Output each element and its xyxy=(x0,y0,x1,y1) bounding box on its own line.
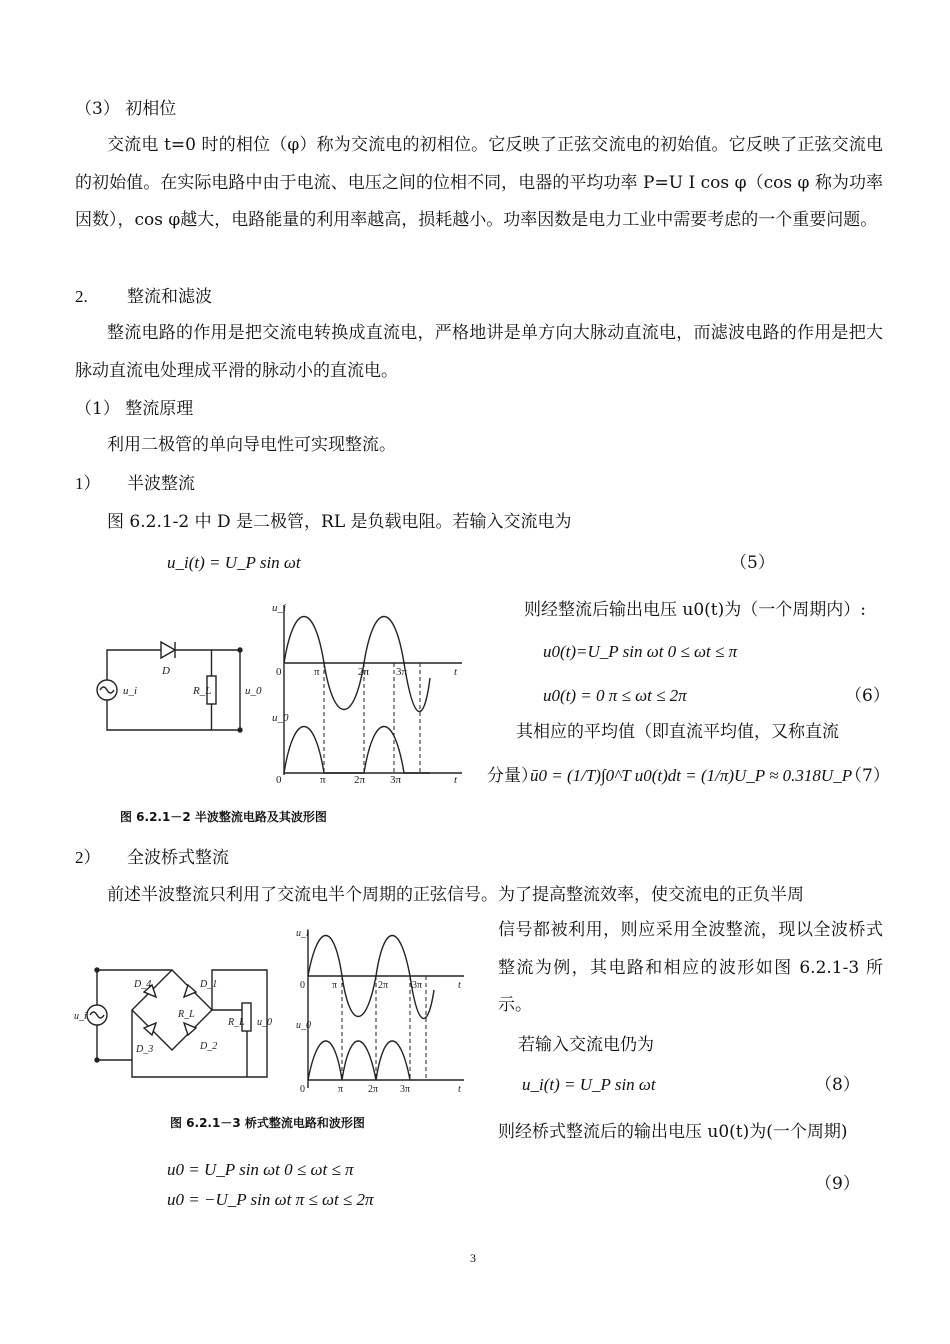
half-wave-circuit-diagram xyxy=(95,630,265,740)
equation-8-number: （8） xyxy=(815,1075,860,1095)
label-d2: D_2 xyxy=(200,1041,218,1052)
label-d3: D_3 xyxy=(136,1044,154,1055)
tick-t-top: t xyxy=(454,666,458,678)
bridge-tick-pi-bottom: π xyxy=(338,1084,344,1095)
bridge-tick-t-top: t xyxy=(458,980,461,991)
bridge-tick-0-top: 0 xyxy=(300,980,305,991)
output-full-wave xyxy=(308,1041,410,1080)
subsection-1-heading: （1） 整流原理 xyxy=(75,399,194,419)
average-value-intro: 其相应的平均值（即直流平均值，又称直流 xyxy=(516,722,839,742)
half-wave-title: 半波整流 xyxy=(127,474,195,494)
tick-3pi-top: 3π xyxy=(396,666,408,678)
equation-5: u_i(t) = U_P sin ωt xyxy=(167,553,301,572)
figure-6-2-1-2-caption: 图 6.2.1－2 半波整流电路及其波形图 xyxy=(120,810,327,824)
full-wave-paragraph-2: 信号都被利用，则应采用全波整流，现以全波桥式整流为例，其电路和相应的波形如图 6.2.1-3 所示。 xyxy=(498,920,883,1015)
bridge-tick-3pi-top: 3π xyxy=(412,980,423,991)
full-wave-output-intro: 则经桥式整流后的输出电压 u0(t)为(一个周期) xyxy=(498,1122,848,1142)
label-rl: R_L xyxy=(193,685,212,697)
bridge-rectifier-circuit-diagram xyxy=(72,955,282,1085)
label-rl-bridge: R_L xyxy=(178,1009,195,1020)
label-u0: u_0 xyxy=(245,685,262,697)
label-d: D xyxy=(162,665,170,677)
figure-6-2-1-3-caption: 图 6.2.1－3 桥式整流电路和波形图 xyxy=(170,1116,365,1130)
full-wave-paragraph-1: 前述半波整流只利用了交流电半个周期的正弦信号。为了提高整流效率，使交流电的正负半周 xyxy=(107,885,804,905)
section-3-paragraph xyxy=(75,127,883,240)
bridge-tick-t-bottom: t xyxy=(458,1084,461,1095)
label-d1: D_1 xyxy=(200,979,218,990)
label-ui: u_i xyxy=(123,685,138,697)
wave-label-ui: u_i xyxy=(272,602,287,614)
section-3-heading: （3） 初相位 xyxy=(75,99,177,119)
equation-8: u_i(t) = U_P sin ωt xyxy=(522,1075,656,1094)
output-half-wave xyxy=(284,727,430,774)
equation-5-number: （5） xyxy=(730,553,775,573)
half-wave-intro: 图 6.2.1-2 中 D 是二极管，RL 是负载电阻。若输入交流电为 xyxy=(107,512,572,532)
equation-6b: u0(t) = 0 π ≤ ωt ≤ 2π xyxy=(543,686,687,705)
label-ui-bridge: u_i xyxy=(74,1011,87,1022)
bridge-input-sine-wave xyxy=(308,936,434,1019)
bridge-wires xyxy=(97,970,212,1050)
equation-9b: u0 = −U_P sin ωt π ≤ ωt ≤ 2π xyxy=(167,1190,374,1209)
equation-9a: u0 = U_P sin ωt 0 ≤ ωt ≤ π xyxy=(167,1160,354,1179)
section-2-title: 整流和滤波 xyxy=(127,287,212,307)
equation-6a: u0(t)=U_P sin ωt 0 ≤ ωt ≤ π xyxy=(543,642,738,661)
bridge-tick-2pi-bottom: 2π xyxy=(368,1084,379,1095)
bridge-tick-0-bottom: 0 xyxy=(300,1084,305,1095)
diode-d-icon xyxy=(161,642,175,658)
wave-label-u0: u_0 xyxy=(272,712,289,724)
bridge-tick-3pi-bottom: 3π xyxy=(400,1084,411,1095)
section-2-paragraph: 整流电路的作用是把交流电转换成直流电，严格地讲是单方向大脉动直流电，而滤波电路的作用是把大脉动直流电处理成平滑的脉动小的直流电。 xyxy=(75,323,883,381)
tick-2pi-bottom: 2π xyxy=(354,774,366,786)
full-wave-number: 2） xyxy=(75,848,101,867)
bridge-tick-pi-top: π xyxy=(332,980,338,991)
bridge-wave-label-ui: u_i xyxy=(296,928,309,939)
half-wave-output-intro: 则经整流后输出电压 u0(t)为（一个周期内）: xyxy=(524,600,866,620)
equation-6-number: （6） xyxy=(845,686,890,706)
equation-9-number: （9） xyxy=(815,1174,860,1194)
half-wave-waveforms xyxy=(270,602,470,786)
average-value-lead: 分量） xyxy=(487,766,538,786)
label-d4: D_4 xyxy=(134,979,152,990)
tick-0-bottom: 0 xyxy=(276,774,282,786)
tick-t-bottom: t xyxy=(454,774,458,786)
equation-7: ū0 = (1/T)∫0^T u0(t)dt = (1/π)U_P ≈ 0.318U_P xyxy=(530,766,853,785)
half-wave-number: 1） xyxy=(75,474,101,493)
input-sine-wave xyxy=(284,617,430,712)
equation-7-number: （7） xyxy=(845,766,890,786)
full-wave-title: 全波桥式整流 xyxy=(127,848,229,868)
full-wave-input-intro: 若输入交流电仍为 xyxy=(518,1035,654,1055)
label-u0-bridge: u_0 xyxy=(257,1017,272,1028)
subsection-1-paragraph: 利用二极管的单向导电性可实现整流。 xyxy=(107,435,396,455)
tick-2pi-top: 2π xyxy=(358,666,370,678)
page-number: 3 xyxy=(470,1251,476,1265)
diode-d3-icon xyxy=(144,1023,156,1035)
label-rl-load: R_L xyxy=(228,1017,245,1028)
tick-pi-top: π xyxy=(314,666,320,678)
section-3-paragraph-text: 交流电 t=0 时的相位（φ）称为交流电的初相位。它反映了正弦交流电的初始值。它反映了正弦交流电的初始值。在实际电路中由于电流、电压之间的位相不同，电器的平均功率 P=U I cos φ（cos φ 称为功率因数），cos φ越大，电路能量的利用率越高，损耗越小。功率因数是电力工业中需要考虑的一个重要问题。 xyxy=(75,135,883,230)
bridge-tick-2pi-top: 2π xyxy=(378,980,389,991)
tick-pi-bottom: π xyxy=(320,774,326,786)
diode-d1-icon xyxy=(184,985,196,997)
tick-3pi-bottom: 3π xyxy=(390,774,402,786)
diode-d2-icon xyxy=(184,1023,196,1035)
full-wave-waveforms xyxy=(292,928,472,1093)
tick-0-top: 0 xyxy=(276,666,282,678)
section-2-number: 2. xyxy=(75,287,88,306)
bridge-wave-label-u0: u_0 xyxy=(296,1020,311,1031)
